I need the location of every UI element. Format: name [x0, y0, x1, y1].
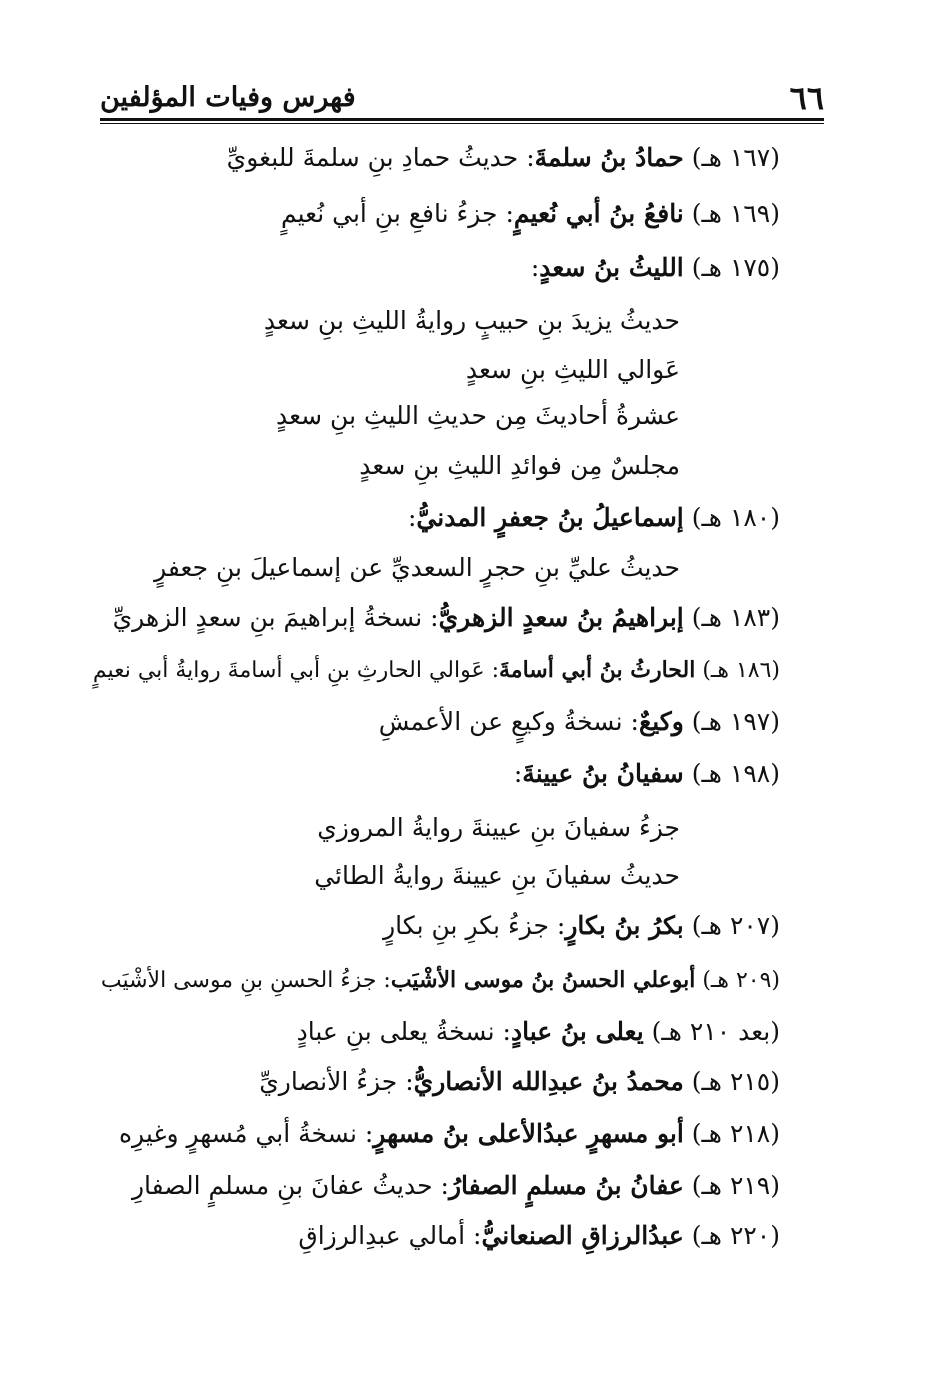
entry-line [132, 1168, 780, 1204]
entry-author: يعلى بنُ عبادٍ [510, 1017, 644, 1046]
entry-work: حديثُ حمادِ بنِ سلمةَ للبغويِّ [226, 143, 519, 172]
entry-separator: : [432, 1171, 449, 1200]
page-number: ٦٦ [789, 79, 824, 117]
entry-author: نافعُ بنُ أبي نُعيمٍ [513, 199, 684, 228]
entry-author: إبراهيمُ بنُ سعدٍ الزهريُّ [438, 603, 684, 632]
entry-author: وكيعٌ [638, 707, 684, 736]
entry-line [281, 196, 780, 232]
entry-line [227, 140, 780, 176]
entry-date: (١٨٠ هـ) [691, 503, 780, 532]
entry-date: (بعد ٢١٠ هـ) [651, 1017, 780, 1046]
entry-author: الليثُ بنُ سعدٍ [539, 253, 684, 282]
entry-subline: مجلسٌ مِن فوائدِ الليثِ بنِ سعدٍ [359, 451, 680, 480]
entry-work: حديثُ عفانَ بنِ مسلمٍ الصفارِ [131, 1171, 433, 1200]
entry-date: (١٨٣ هـ) [691, 603, 780, 632]
entry-date: (١٦٩ هـ) [691, 199, 780, 228]
entry-author: سفيانُ بنُ عيينةَ [522, 759, 684, 788]
entry-subline: عَوالي الليثِ بنِ سعدٍ [465, 355, 680, 384]
entry-author: بكرُ بنُ بكارٍ [565, 911, 684, 940]
entry-subline: حديثُ عليِّ بنِ حجرٍ السعديِّ عن إسماعيلَ بنِ جعفرٍ [154, 553, 680, 582]
entry-author: حمادُ بنُ سلمةَ [534, 143, 684, 172]
entry-separator: : [465, 1221, 482, 1250]
entry-separator: : [548, 911, 566, 940]
entry-separator: : [497, 199, 514, 228]
entry-work: جزءُ الحسنِ بنِ موسى الأشْيَب [100, 968, 377, 993]
entry-date: (٢٠٩ هـ) [702, 968, 780, 993]
entry-line [408, 500, 780, 536]
entry-line [297, 1014, 780, 1050]
entry-date: (١٩٨ هـ) [691, 759, 780, 788]
entry-date: (١٨٦ هـ) [702, 658, 780, 683]
entry-separator: : [484, 658, 500, 683]
entry-subline: جزءُ سفيانَ بنِ عيينةَ روايةُ المروزي [317, 813, 680, 842]
entry-work: جزءُ نافعِ بنِ أبي نُعيمٍ [280, 199, 498, 228]
running-title: فهرس وفيات المؤلفين [100, 82, 356, 113]
entry-separator: : [518, 143, 535, 172]
entry-subline: حديثُ سفيانَ بنِ عيينةَ روايةُ الطائي [314, 861, 680, 890]
entry-line [119, 1116, 780, 1152]
entry-work: نسخةُ إبراهيمَ بنِ سعدٍ الزهريِّ [112, 603, 423, 632]
entry-separator: : [397, 1067, 414, 1096]
entry-work: نسخةُ أبي مُسهرٍ وغيرِه [118, 1119, 357, 1148]
entry-date: (١٦٧ هـ) [691, 143, 780, 172]
entry-author: عفانُ بنُ مسلمٍ الصفارُ [448, 1171, 684, 1200]
entry-separator: : [422, 603, 439, 632]
entry-author: أبو مسهرٍ عبدُالأعلى بنُ مسهرٍ [373, 1119, 684, 1148]
entry-line [379, 704, 780, 740]
entry-subline: حديثُ يزيدَ بنِ حبيبٍ روايةُ الليثِ بنِ سعدٍ [263, 306, 680, 335]
entry-work: عَوالي الحارثِ بنِ أبي أسامةَ روايةُ أبي نعيمٍ [92, 658, 485, 683]
entry-date: (٢٢٠ هـ) [691, 1221, 780, 1250]
entry-author: إسماعيلُ بنُ جعفرٍ المدنيُّ [416, 503, 684, 532]
entry-separator: : [494, 1017, 511, 1046]
entry-separator: : [530, 253, 540, 282]
entry-separator: : [513, 759, 523, 788]
entry-separator: : [622, 707, 639, 736]
entries-list [92, 0, 780, 1383]
entry-date: (٢٠٧ هـ) [691, 911, 780, 940]
entry-author: أبوعلي الحسنُ بنُ موسى الأشْيَب [390, 967, 696, 993]
entry-line [93, 652, 780, 688]
entry-line [298, 1218, 780, 1254]
entry-line [113, 600, 780, 636]
entry-work: جزءُ الأنصاريِّ [259, 1067, 398, 1096]
entry-author: الحارثُ بنُ أبي أسامةَ [499, 657, 696, 683]
entry-work: نسخةُ يعلى بنِ عبادٍ [296, 1017, 495, 1046]
entry-line [101, 962, 780, 998]
entry-date: (٢١٩ هـ) [691, 1171, 780, 1200]
entry-author: محمدُ بنُ عبدِالله الأنصاريُّ [413, 1067, 684, 1096]
entry-line [531, 250, 780, 286]
entry-line [259, 1064, 780, 1100]
entry-subline: عشرةُ أحاديثَ مِن حديثِ الليثِ بنِ سعدٍ [275, 401, 680, 430]
entry-date: (٢١٥ هـ) [691, 1067, 780, 1096]
entry-separator: : [376, 968, 391, 993]
entry-work: جزءُ بكرِ بنِ بكارٍ [383, 911, 549, 940]
entry-work: أمالي عبدِالرزاقِ [298, 1221, 466, 1250]
entry-author: عبدُالرزاقِ الصنعانيُّ [481, 1221, 684, 1250]
entry-date: (١٧٥ هـ) [691, 253, 780, 282]
entry-separator: : [407, 503, 417, 532]
entry-date: (١٩٧ هـ) [691, 707, 780, 736]
entry-work: نسخةُ وكيعٍ عن الأعمشِ [378, 707, 623, 736]
entry-line [514, 756, 780, 792]
entry-separator: : [356, 1119, 374, 1148]
entry-date: (٢١٨ هـ) [691, 1119, 780, 1148]
entry-line [383, 908, 780, 944]
